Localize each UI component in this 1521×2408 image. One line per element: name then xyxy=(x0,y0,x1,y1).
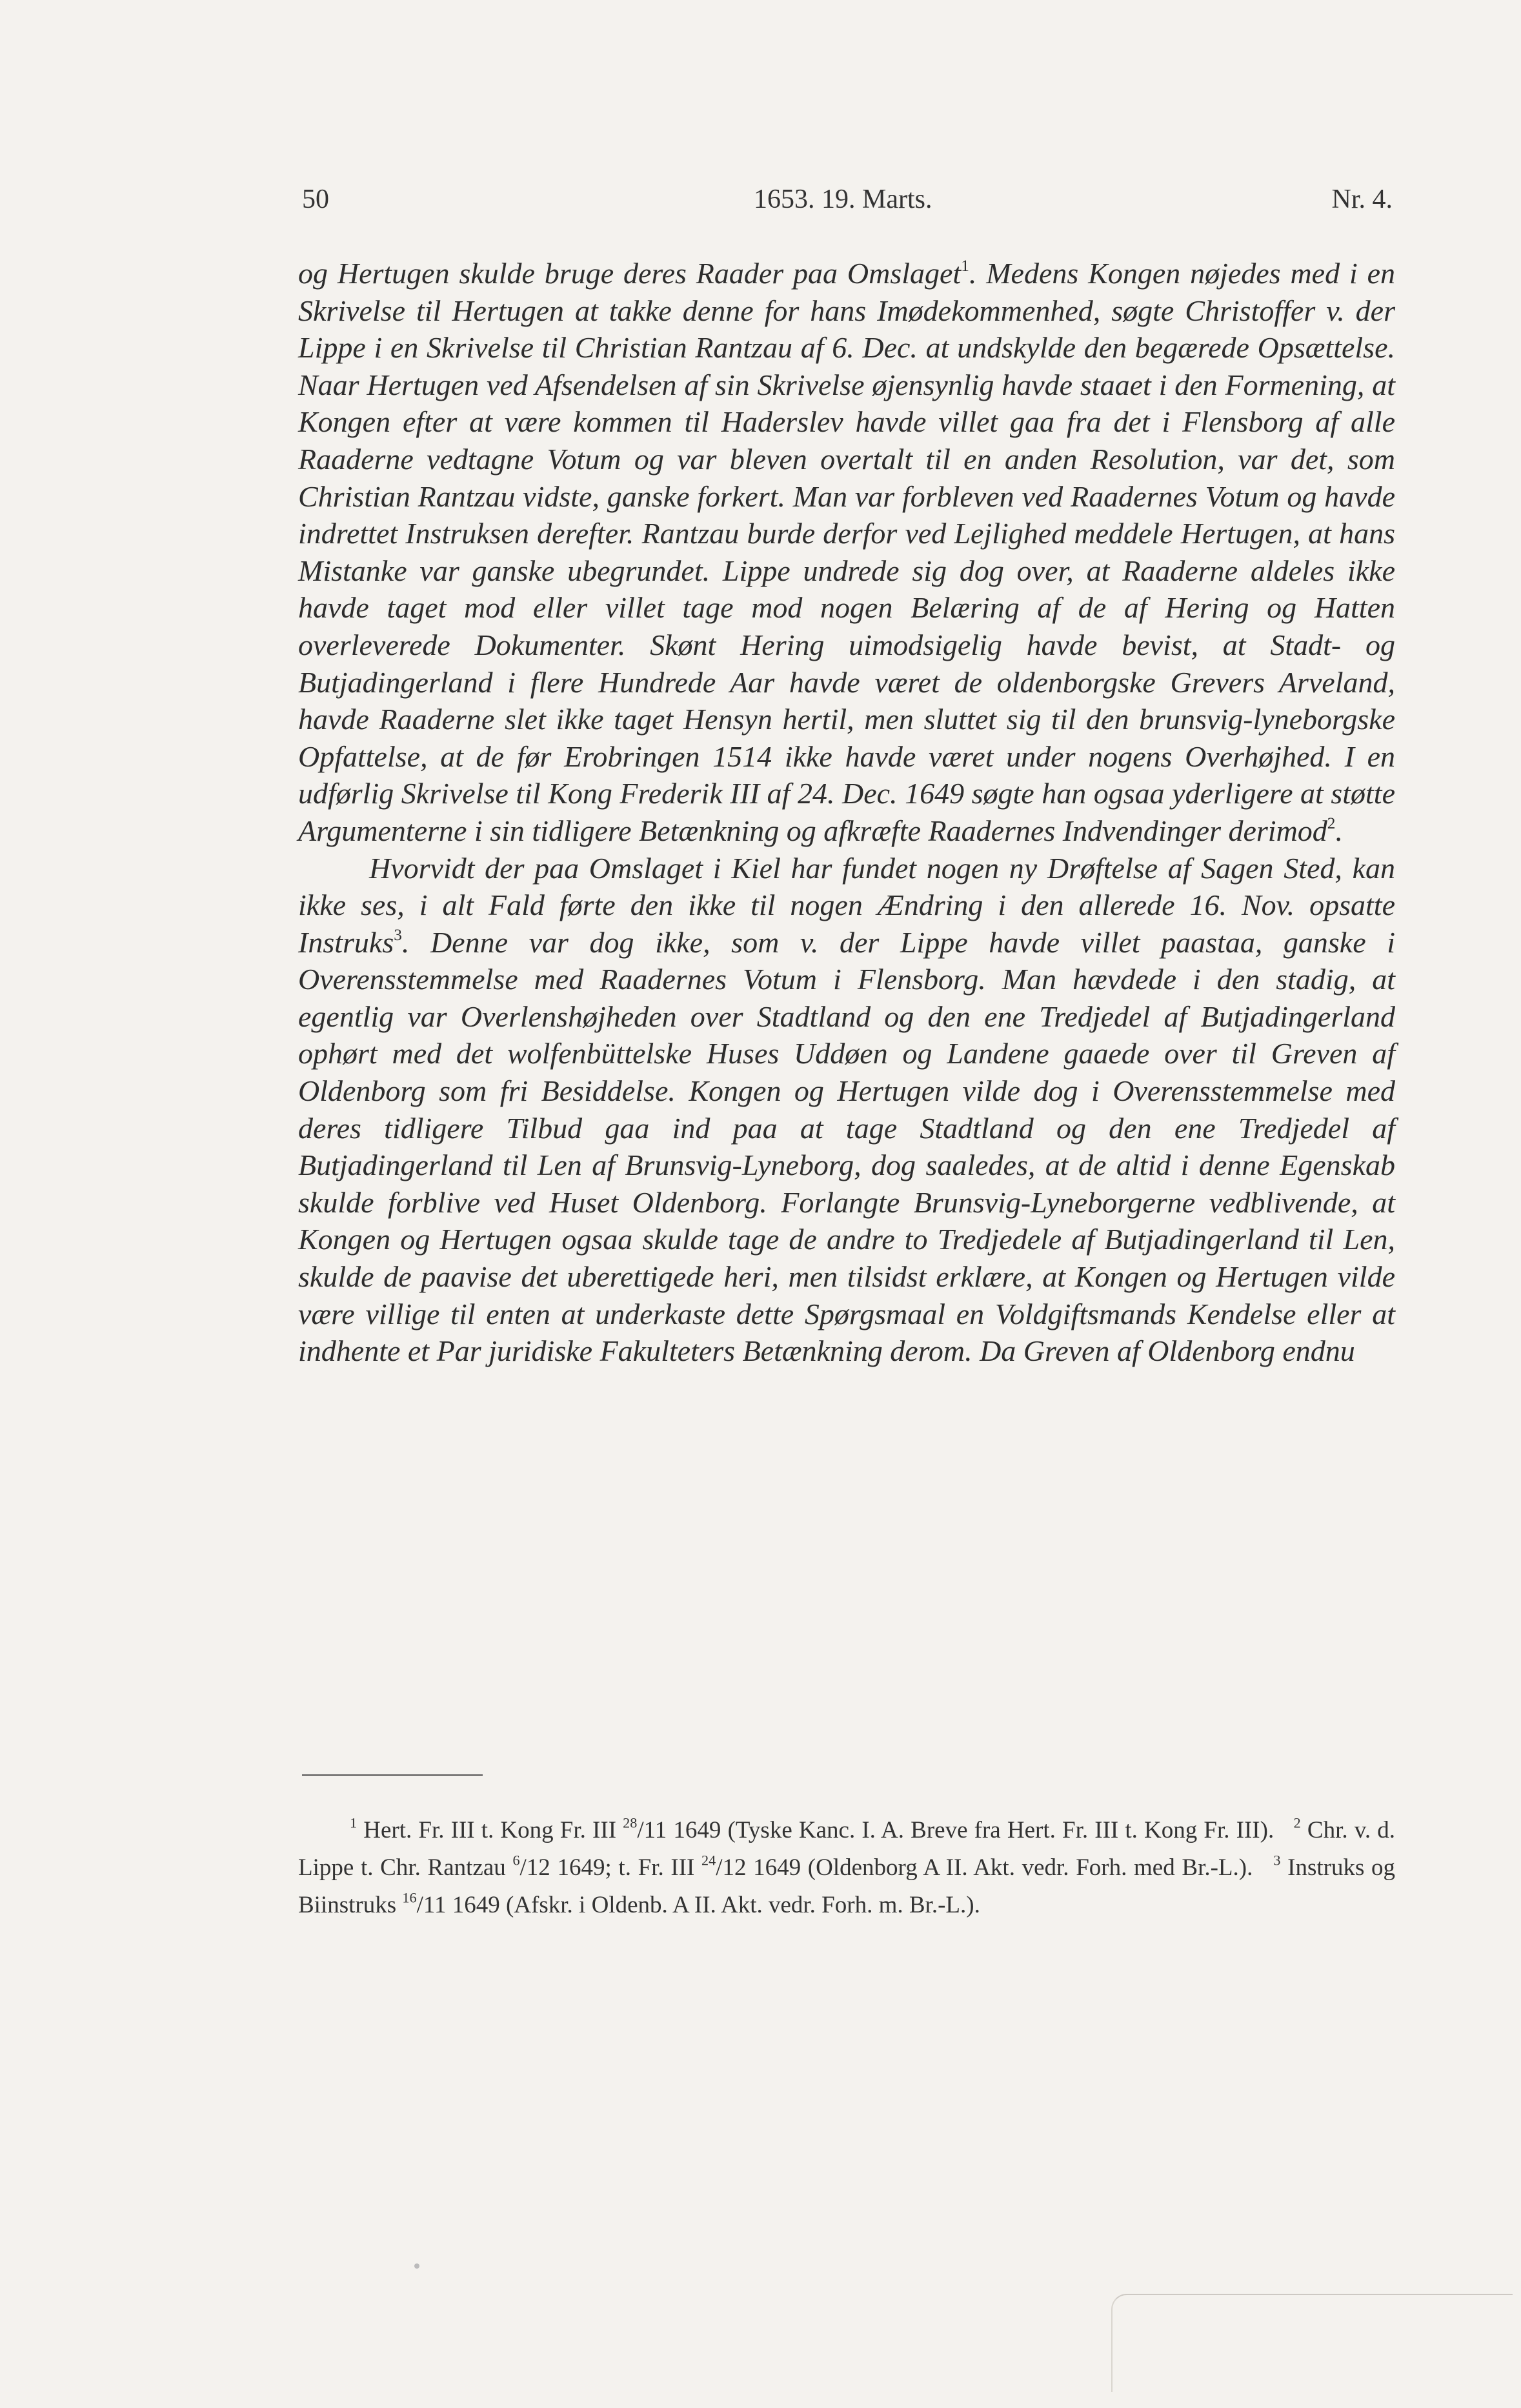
body-text xyxy=(298,255,1395,1370)
paragraph-2: Hvorvidt der paa Omslaget i Kiel har fundet nogen ny Drøftelse af Sagen Sted, kan ikke ses, i alt Fald førte den ikke til nogen Ændring i den allerede 16. Nov. opsatte Instruks$^3$. Denne var dog ikke, som v. der Lippe havde villet paastaa, ganske i Overensstemmelse med Raadernes Votum i Flensborg. Man hævdede i den stadig, at egentlig var Overlenshøjheden over Stadtland og den ene Tredjedel af Butjadingerland ophørt med det wolfenbüttelske Huses Uddøen og Landene gaaede over til Greven af Oldenborg som fri Besiddelse. Kongen og Hertugen vilde dog i Overensstemmelse med deres tidligere Tilbud gaa ind paa at tage Stadtland og den ene Tredjedel af Butjadingerland til Len af Brunsvig-Lyneborg, dog saaledes, at de altid i denne Egenskab skulde forblive ved Huset Oldenborg. Forlangte Brunsvig-Lyneborgerne vedblivende, at Kongen og Hertugen ogsaa skulde tage de andre to Tredjedele af Butjadingerland til Len, skulde de paavise det uberettigede heri, men tilsidst erklære, at Kongen og Hertugen vilde være villige til enten at underkaste dette Spørgsmaal en Voldgiftsmands Kendelse eller at indhente et Par juridiske Fakulteters Betænkning derom. Da Greven af Oldenborg endnu xyxy=(298,851,1395,1368)
footnote-mark-2: 2 xyxy=(1293,1814,1301,1831)
footnote-ref-2[interactable]: 2 xyxy=(1327,814,1336,832)
footnotes xyxy=(298,1812,1395,1924)
print-speck xyxy=(414,2263,419,2269)
footnotes-block: $^1$ Hert. Fr. III t. Kong Fr. III $^{28}$/11 1649 (Tyske Kanc. I. A. Breve fra Hert. Fr. III t. Kong Fr. III). $^2$ Chr. v. d. Lippe t. Chr. Rantzau $^6$/12 1649; t. Fr. III $^{24}$/12 1649 (Oldenborg A II. Akt. vedr. Forh. med Br.-L.). $^3$ Instruks og Biinstruks $^{16}$/11 1649 (Afskr. i Oldenb. A II. Akt. vedr. Forh. m. Br.-L.). xyxy=(298,1814,1396,1918)
running-head xyxy=(302,184,1393,223)
series-number: Nr. 4. xyxy=(1331,185,1393,214)
footnote-mark-3: 3 xyxy=(1273,1852,1281,1869)
footnote-ref-1[interactable]: 1 xyxy=(961,257,969,276)
page-edge-mark xyxy=(1111,2294,1513,2392)
footnote-separator xyxy=(302,1774,483,1776)
page-number: 50 xyxy=(302,185,329,214)
footnote-mark-1: 1 xyxy=(350,1814,358,1831)
footnote-ref-3[interactable]: 3 xyxy=(394,925,402,944)
paragraph-1: og Hertugen skulde bruge deres Raader paa Omslaget$^1$. Medens Kongen nøjedes med i en Skrivelse til Hertugen at takke denne for hans Imødekommenhed, søgte Christoffer v. der Lippe i en Skrivelse til Christian Rantzau af 6. Dec. at undskylde den begærede Opsættelse. Naar Hertugen ved Afsendelsen af sin Skrivelse øjensynlig havde staaet i den Formening, at Kongen efter at være kommen til Haderslev havde villet gaa fra det i Flensborg af alle Raaderne vedtagne Votum og var bleven overtalt til en anden Resolution, var det, som Christian Rantzau vidste, ganske forkert. Man var forbleven ved Raadernes Votum og havde indrettet Instruksen derefter. Rantzau burde derfor ved Lejlighed meddele Hertugen, at hans Mistanke var ganske ubegrundet. Lippe undrede sig dog over, at Raaderne aldeles ikke havde taget mod eller villet tage mod nogen Belæring af de af Hering og Hatten overleverede Dokumenter. Skønt Hering uimodsigelig havde bevist, at Stadt- og Butjadingerland i flere Hundrede Aar havde været de oldenborgske Grevers Arveland, havde Raaderne slet ikke taget Hensyn hertil, men sluttet sig til den brunsvig-lyneborgske Opfattelse, at de før Erobringen 1514 ikke havde været under nogens Overhøjhed. I en udførlig Skrivelse til Kong Frederik III af 24. Dec. 1649 søgte han ogsaa yderligere at støtte Argumenterne i sin tidligere Betænkning og afkræfte Raadernes Indvendinger derimod$^2$. xyxy=(298,257,1395,847)
header-date: 1653. 19. Marts. xyxy=(754,185,932,214)
